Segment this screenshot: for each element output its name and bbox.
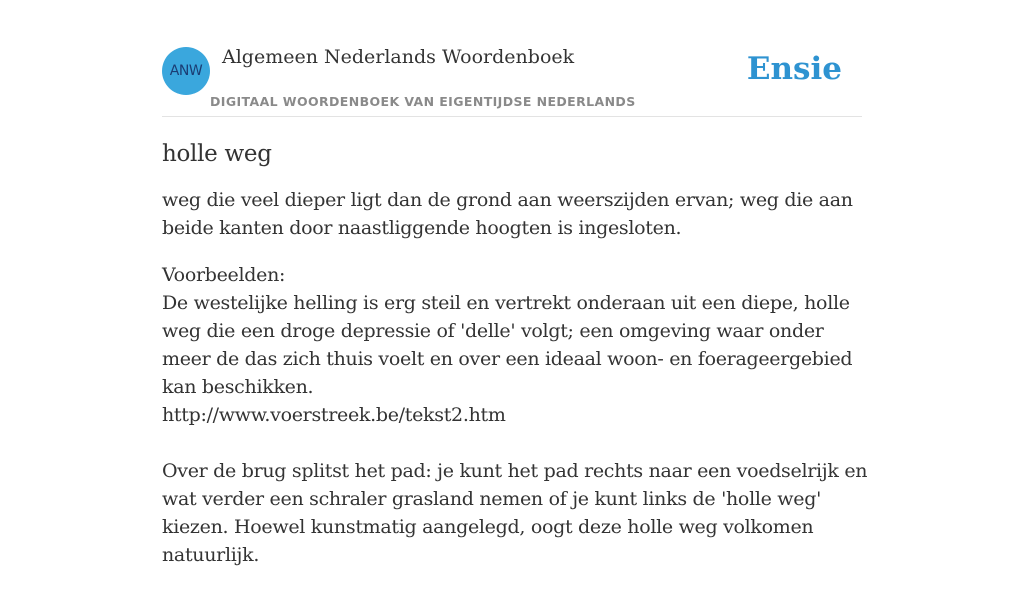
example-text: De westelijke helling is erg steil en vertrekt onderaan uit een diepe, holle weg die een droge depressie of 'delle' volgt; een omgeving waar onder meer de das zich thuis voelt en over een ideaal woon- en foerageergebied kan beschikken.	[162, 292, 853, 398]
dictionary-entry	[162, 136, 872, 597]
entry-definition: weg die veel dieper ligt dan de grond aan weerszijden ervan; weg die aan beide kanten door naastliggende hoogten is ingesloten.	[162, 189, 853, 239]
entry-title: holle weg	[162, 141, 272, 167]
site-header	[162, 40, 862, 117]
example-item	[162, 457, 872, 569]
example-item	[162, 289, 872, 429]
example-source: http://www.voerstreek.be/tekst2.htm	[162, 404, 506, 426]
ensie-brand-logo[interactable]: Ensie	[746, 51, 842, 87]
examples-label: Voorbeelden:	[162, 264, 286, 286]
examples-section	[162, 261, 872, 569]
site-title[interactable]: Algemeen Nederlands Woordenboek	[222, 46, 575, 68]
example-text: Over de brug splitst het pad: je kunt het pad rechts naar een voedselrijk en wat verder een schraler grasland nemen of je kunt links de 'holle weg' kiezen. Hoewel kunstmatig aangelegd, oogt deze holle weg volkomen natuurlijk.	[162, 460, 868, 566]
anw-logo[interactable]: ANW	[162, 47, 210, 95]
site-subtitle: DIGITAAL WOORDENBOEK VAN EIGENTIJDSE NEDERLANDS	[210, 94, 636, 109]
